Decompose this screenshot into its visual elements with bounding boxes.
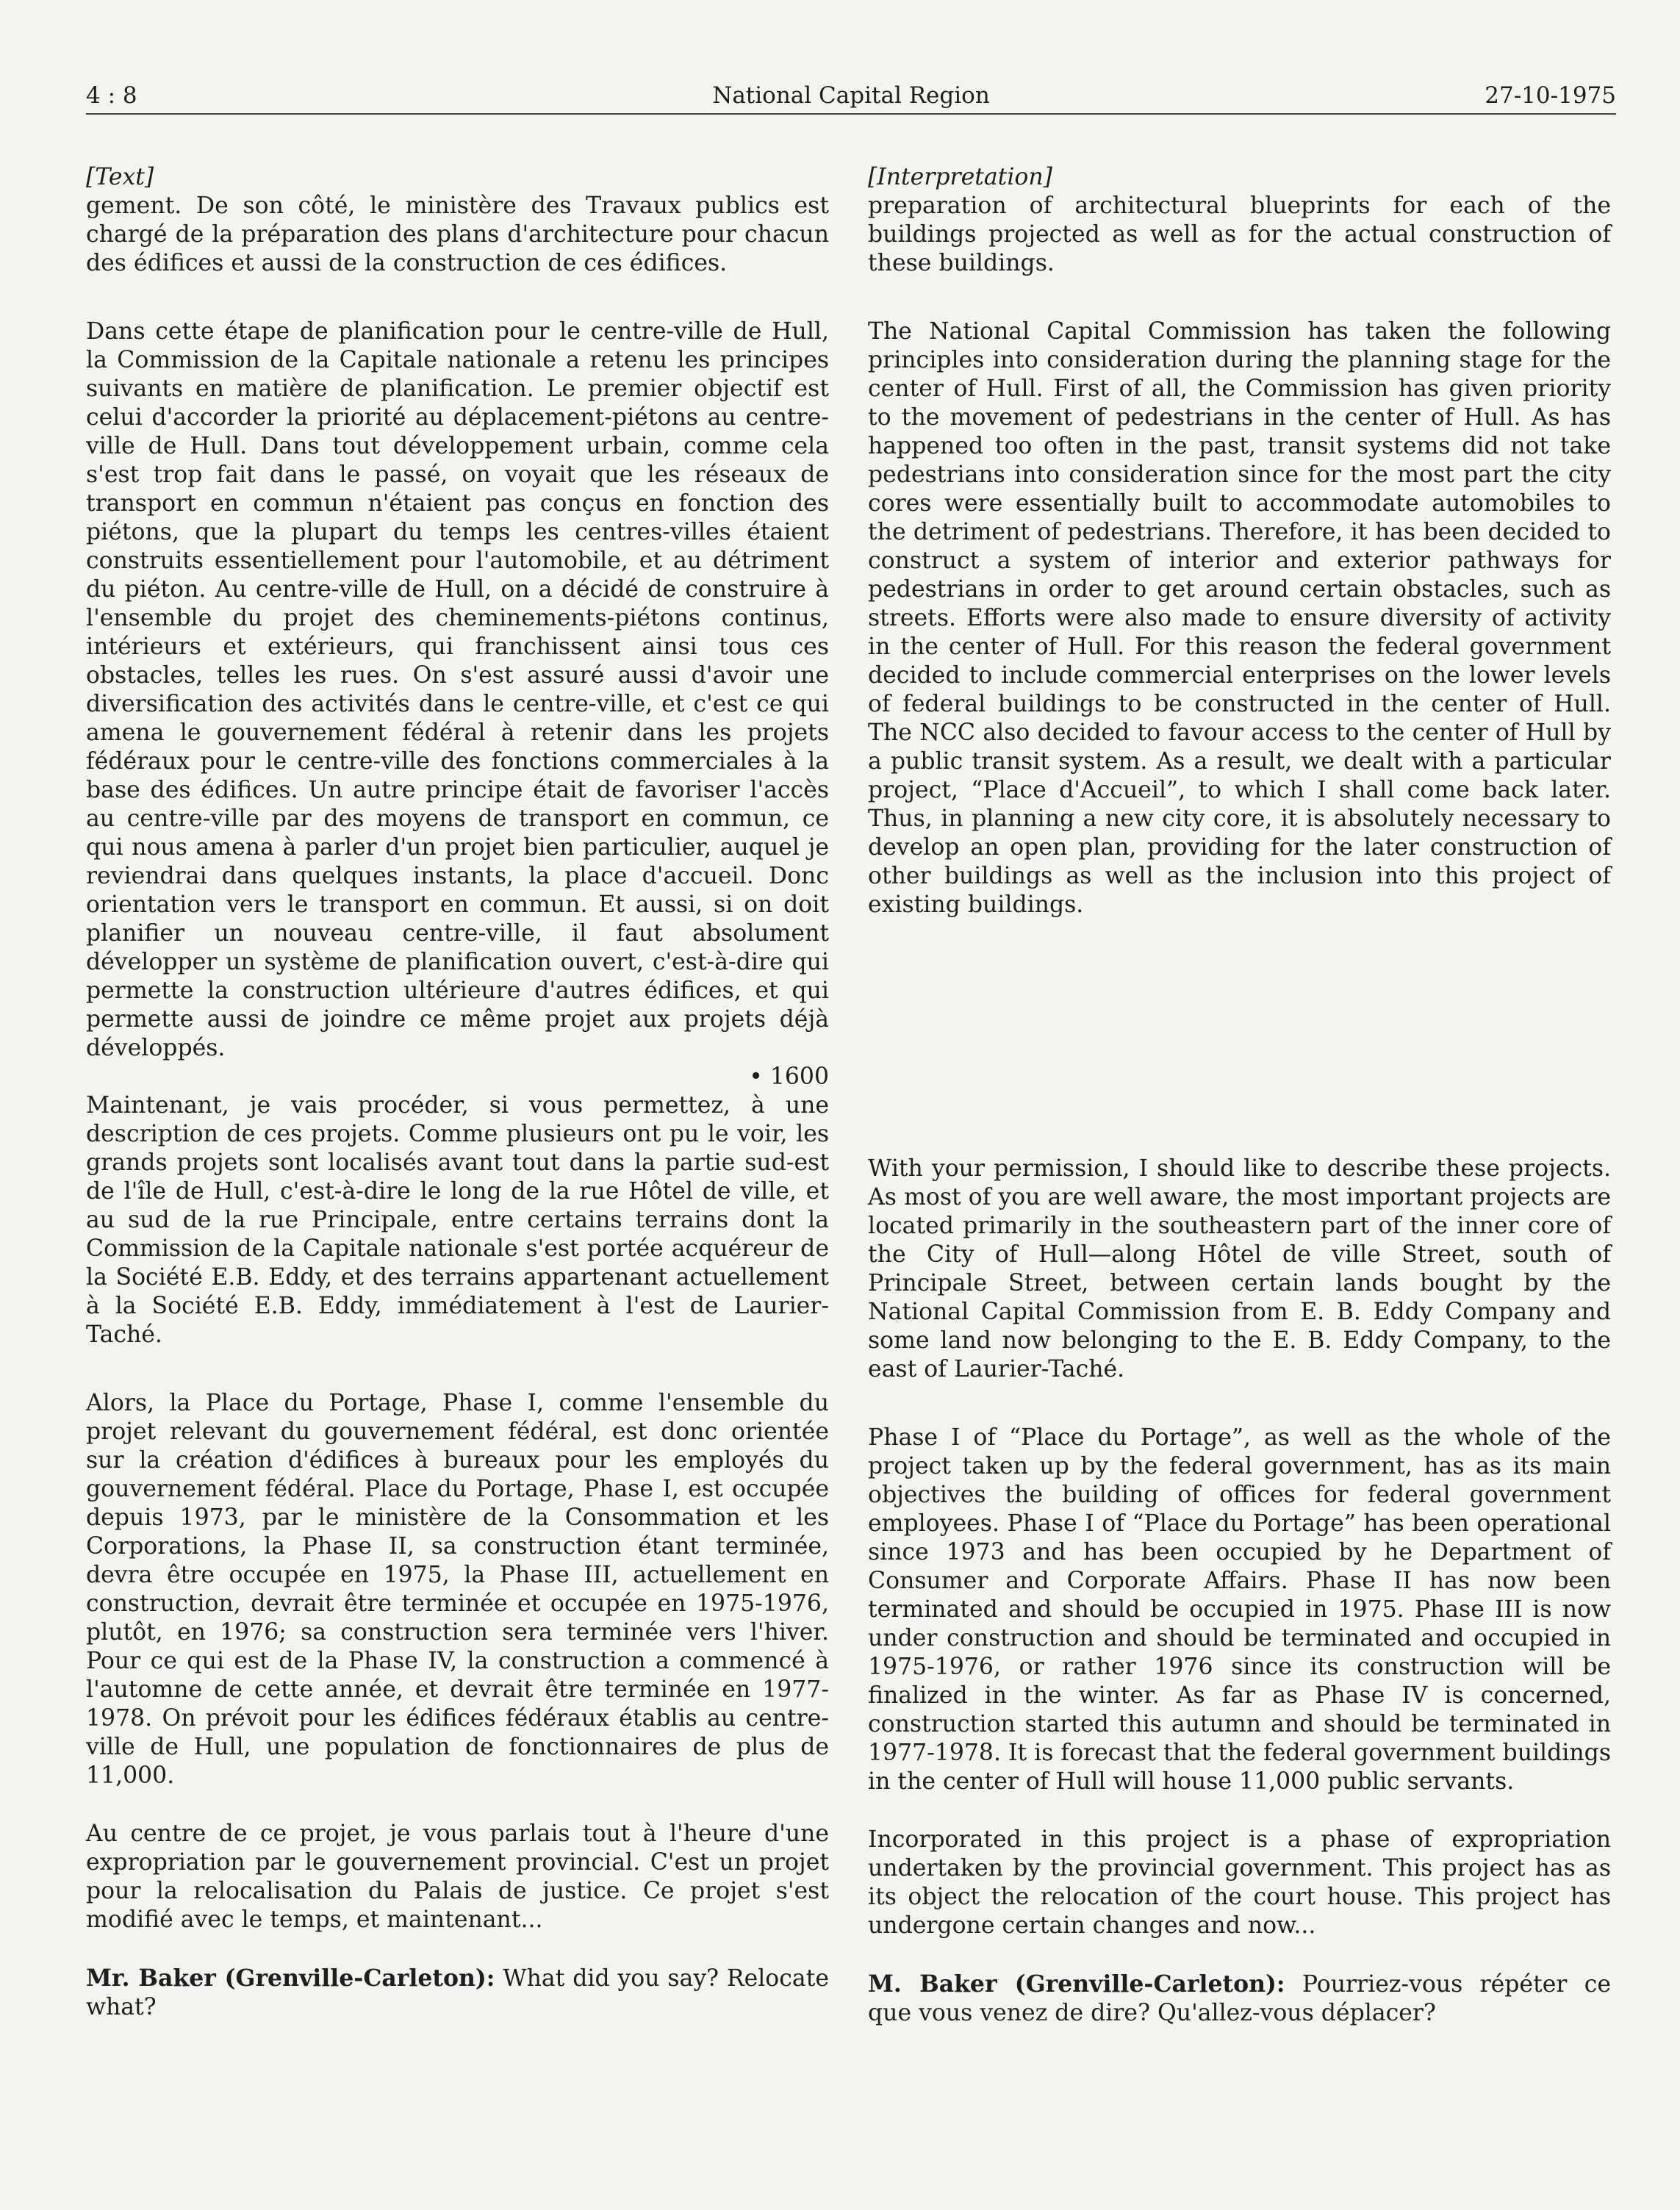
column-label: [Interpretation] [868,164,1052,190]
time-marker: • 1600 [749,1063,829,1090]
speaker-text: What did you say? Relocate what? [86,1965,829,2020]
french-text-column [86,163,829,2022]
page-date: 27-10-1975 [1485,82,1616,109]
paragraph: gement. De son côté, le ministère des Travaux publics est chargé de la préparation des plans d'architecture pour chacun des édifices et aussi de la construction de ces édifices. [86,193,829,276]
running-title: National Capital Region [712,82,990,109]
paragraph: Alors, la Place du Portage, Phase I, comme l'ensemble du projet relevant du gouvernement fédéral, est donc orientée sur la création d'édifices à bureaux pour les employés du gouvernement fédéral. Place du Portage, Phase I, est occupée depuis 1973, par le ministère de la Consommation et les Corporations, la Phase II, sa construction étant terminée, devra être occupée en 1975, la Phase III, actuellement en construction, devrait être terminée et occupée en 1975-1976, plutôt, en 1976; sa construction sera terminée vers l'hiver. Pour ce qui est de la Phase IV, la construction a commencé à l'automne de cette année, et devrait être terminée en 1977-1978. On prévoit pour les édifices fédéraux établis au centre-ville de Hull, une population de fonctionnaires de plus de 11,000. [86,1390,829,1789]
paragraph: preparation of architectural blueprints for each of the buildings projected as well as for the actual construction of these buildings. [868,193,1611,276]
page-header [86,76,1616,115]
paragraph: With your permission, I should like to describe these projects. As most of you are well aware, the most important projects are located primarily in the southeastern part of the inner core of the City of Hull—along Hôtel de ville Street, south of Principale Street, between certain lands bought by the National Capital Commission from E. B. Eddy Company and some land now belonging to the E. B. Eddy Company, to the east of Laurier-Taché. [868,1155,1611,1382]
english-interpretation-column [868,163,1611,2028]
speaker-name: Mr. Baker (Grenville-Carleton): [86,1965,495,1992]
column-label: [Text] [86,164,154,190]
paragraph: Au centre de ce projet, je vous parlais tout à l'heure d'une expropriation par le gouvernement provincial. C'est un projet pour la relocalisation du Palais de justice. Ce projet s'est modifié avec le temps, et maintenant... [86,1820,829,1933]
speaker-paragraph [868,1970,1611,2028]
speaker-name: M. Baker (Grenville-Carleton): [868,1970,1285,1998]
page-number: 4 : 8 [86,82,137,109]
paragraph: Maintenant, je vais procéder, si vous permettez, à une description de ces projets. Comme plusieurs ont pu le voir, les grands projets sont localisés avant tout dans la partie sud-est de l'île de Hull, c'est-à-dire le long de la rue Hôtel de ville, et au sud de la rue Principale, entre certains terrains dont la Commission de la Capitale nationale s'est portée acquéreur de la Société E.B. Eddy, et des terrains appartenant actuellement à la Société E.B. Eddy, immédiatement à l'est de Laurier-Taché. [86,1092,829,1348]
speaker-text: Pourriez-vous répéter ce que vous venez de dire? Qu'allez-vous déplacer? [868,1971,1611,2026]
paragraph: Incorporated in this project is a phase of expropriation undertaken by the provincial government. This project has as its object the relocation of the court house. This project has undergone certain changes and now... [868,1826,1611,1939]
paragraph: Dans cette étape de planification pour le centre-ville de Hull, la Commission de la Capitale nationale a retenu les principes suivants en matière de planification. Le premier objectif est celui d'accorder la priorité au déplacement-piétons au centre-ville de Hull. Dans tout développement urbain, comme cela s'est trop fait dans le passé, on voyait que les réseaux de transport en commun n'étaient pas conçus en fonction des piétons, que la plupart du temps les centres-villes étaient construits essentiellement pour l'automobile, et au détriment du piéton. Au centre-ville de Hull, on a décidé de construire à l'ensemble du projet des cheminements-piétons continus, intérieurs et extérieurs, qui franchissent ainsi tous ces obstacles, telles les rues. On s'est assuré aussi d'avoir une diversification des activités dans le centre-ville, et c'est ce qui amena le gouvernement fédéral à retenir dans les projets fédéraux pour le centre-ville des fonctions commerciales à la base des édifices. Un autre principe était de favoriser l'accès au centre-ville par des moyens de transport en commun, ce qui nous amena à parler d'un projet bien particulier, auquel je reviendrai dans quelques instants, la place d'accueil. Donc orientation vers le transport en commun. Et aussi, si on doit planifier un nouveau centre-ville, il faut absolument développer un système de planification ouvert, c'est-à-dire qui permette la construction ultérieure d'autres édifices, et qui permette aussi de joindre ce même projet aux projets déjà développés. [86,318,829,1061]
paragraph: The National Capital Commission has taken the following principles into consideration during the planning stage for the center of Hull. First of all, the Commission has given priority to the movement of pedestrians in the center of Hull. As has happened too often in the past, transit systems did not take pedestrians into consideration since for the most part the city cores were essentially built to accommodate automobiles to the detriment of pedestrians. Therefore, it has been decided to construct a system of interior and exterior pathways for pedestrians in order to get around certain obstacles, such as streets. Efforts were also made to ensure diversity of activity in the center of Hull. For this reason the federal government decided to include commercial enterprises on the lower levels of federal buildings to be constructed in the center of Hull. The NCC also decided to favour access to the center of Hull by a public transit system. As a result, we dealt with a particular project, “Place d'Accueil”, to which I shall come back later. Thus, in planning a new city core, it is absolutely necessary to develop an open plan, providing for the later construction of other buildings as well as the inclusion into this project of existing buildings. [868,318,1611,918]
paragraph: Phase I of “Place du Portage”, as well as the whole of the project taken up by the federal government, has as its main objectives the building of offices for federal government employees. Phase I of “Place du Portage” has been operational since 1973 and has been occupied by he Department of Consumer and Corporate Affairs. Phase II has now been terminated and should be occupied in 1975. Phase III is now under construction and should be terminated and occupied in 1975-1976, or rather 1976 since its construction will be finalized in the winter. As far as Phase IV is concerned, construction started this autumn and should be terminated in 1977-1978. It is forecast that the federal government buildings in the center of Hull will house 11,000 public servants. [868,1424,1611,1795]
speaker-paragraph [86,1964,829,2022]
